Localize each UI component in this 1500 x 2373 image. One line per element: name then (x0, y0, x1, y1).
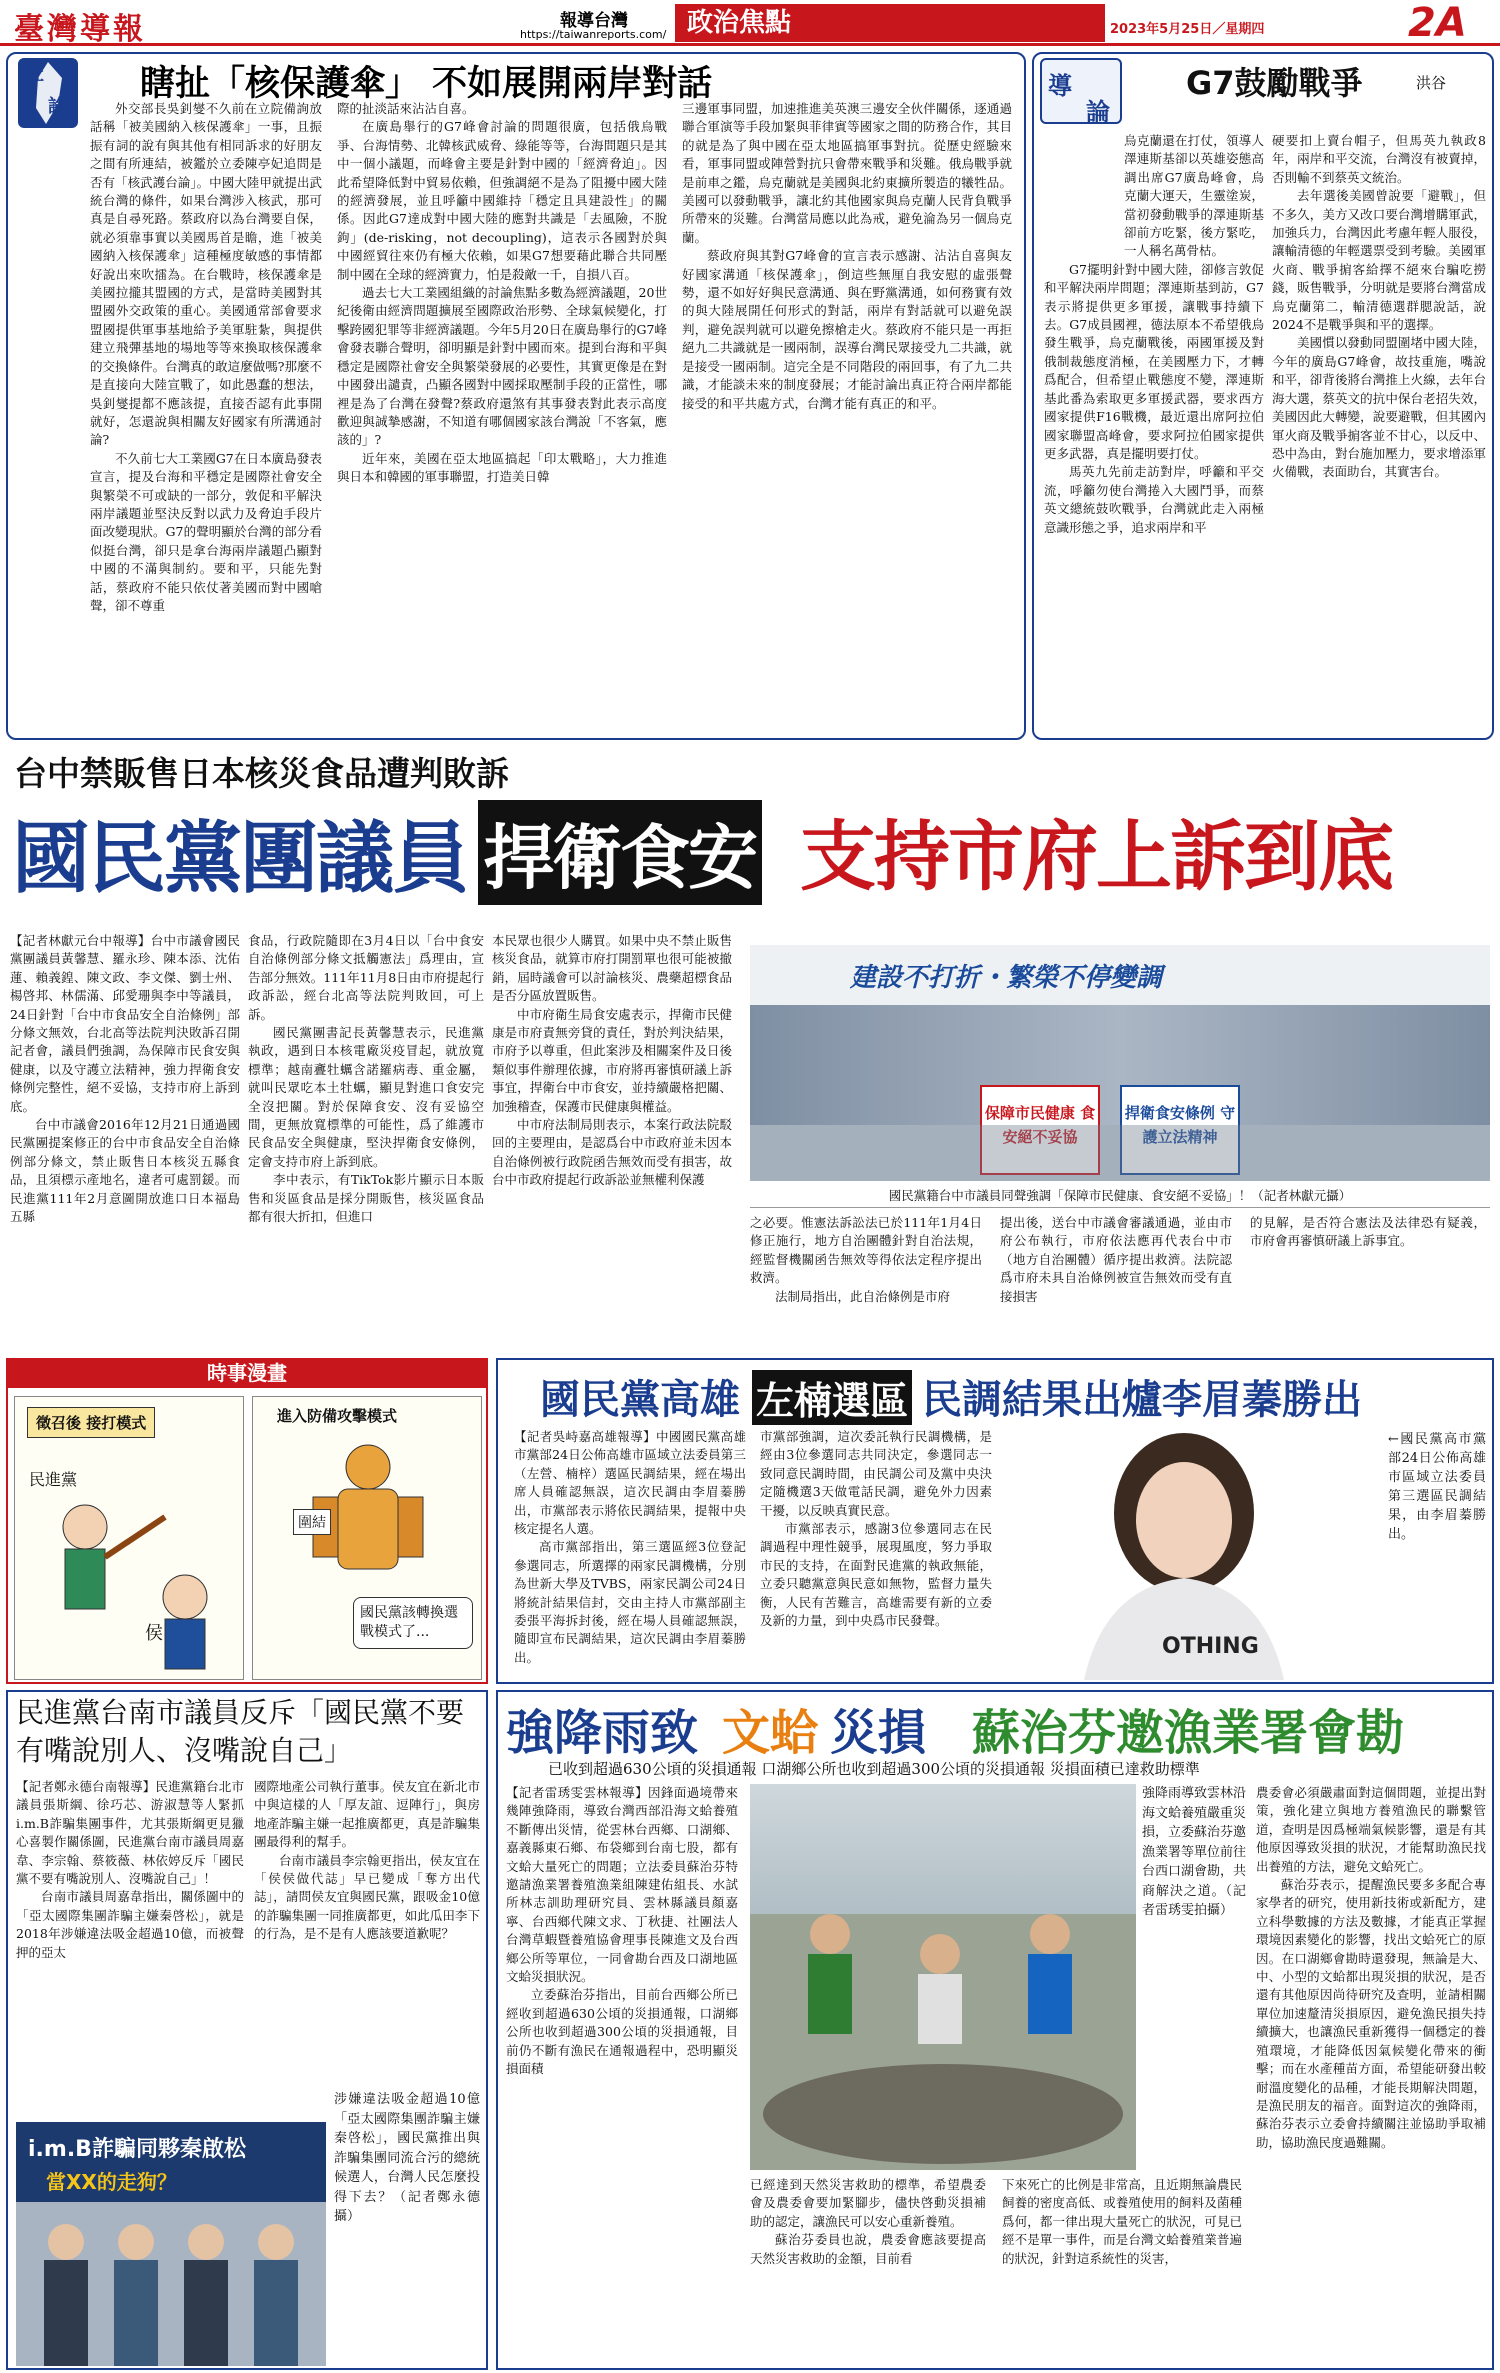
paragraph: 近年來，美國在亞太地區搞起「印太戰略」，大力推進與日本和韓國的軍事聯盟，打造美日韓 (337, 450, 667, 485)
paragraph: 中市府法制局則表示，本案行政法院駁回的主要理由，是認爲台中市政府並未因本自治條例被行政院函告無效而受有損害，故台中市政府提起行政訴訟並無權利保護 (492, 1117, 732, 1188)
guide-badge-1: 導 (1048, 72, 1072, 100)
cartoon-title: 時事漫畫 (6, 1358, 488, 1388)
paragraph: 提出後，送台中市議會審議通過，並由市府公布執行，市府依法應再代表台中市（地方自治團體）循序提出救濟。法院認爲市府未具自治條例被宣告無效而受有直接損害 (1000, 1215, 1232, 1304)
paragraph: 食品，行政院隨即在3月4日以「台中食安自治條例部分條文抵觸憲法」爲理由，宣告部分無效。111年11月8日由市府提起行政訴訟，經台北高等法院判敗回，可上訴。 (248, 933, 484, 1022)
paragraph: 際的扯淡話來沾沾自喜。 (337, 101, 475, 116)
guide-badge (1040, 58, 1122, 124)
story4-column-4 (1256, 1784, 1486, 2366)
protest-sign-1: 保障市民健康 食安絕不妥協 (980, 1085, 1100, 1175)
story3-column-2 (254, 1778, 480, 2078)
editorial-column-1 (90, 100, 322, 734)
editorial-column-3 (682, 100, 1012, 734)
story2-title-b: 左楠選區 (752, 1370, 912, 1425)
paragraph: 台中市議會2016年12月21日通過國民黨團提案修正的台中市食品安全自治條例部分條文，禁止販售日本核災五縣食品，且須標示產地名，違者可處罰鍰。而民進黨111年2月意圖開放進口日本福島五縣 (10, 1117, 240, 1225)
press-conference-photo (750, 945, 1490, 1181)
cartoon-figures-icon (15, 1487, 245, 1677)
editorial-column-2 (337, 100, 667, 734)
site-url[interactable]: https://taiwanreports.com/ (520, 28, 667, 41)
editorial-title: 瞎扯「核保護傘」 不如展開兩岸對話 (140, 64, 713, 104)
story2-column-2 (760, 1428, 992, 1678)
paragraph: 台南市議員李宗翰更指出，侯友宜在「侯侯做代誌」早已變成「奪方出代誌」，請問侯友宜與國民黨，跟吸金10億的詐騙集團一同推廣都更，如此瓜田李下的行為，是不是有人應該要道歉呢？ (254, 1852, 480, 1942)
clam-photo-caption: 強降雨導致雲林沿海文蛤養殖嚴重災損，立委蘇治芬邀漁業署等單位前往台西口湖會勘，共商解決之道。（記者雷琇雯拍攝） (1142, 1786, 1246, 1918)
paragraph: 市黨部強調，這次委託執行民調機構，是經由3位參選同志共同決定，參選同志一致同意民調時間，由民調公司及黨中央決定隨機選3天做電話民調，避免外力因素干擾，以反映真實民意。 (760, 1429, 992, 1518)
issue-date: 2023年5月25日／星期四 (1110, 22, 1265, 37)
paragraph: 之必要。惟憲法訴訟法已於111年1月4日修正施行，地方自治團體針對自治法規，經監督機關函告無效等得依法定程序提出救濟。 (750, 1215, 982, 1286)
paragraph: 市黨部表示，感謝3位參選同志在民調過程中理性競爭，展現風度，努力爭取市民的支持，在面對民進黨的執政無能，立委只聽黨意與民意如無物，監督力量失衡，人民有苦難言，高雄需要有新的立委及新的力量，到中央爲市民發聲。 (760, 1521, 992, 1629)
paragraph: 【記者林獻元台中報導】台中市議會國民黨團議員黃馨慧、羅永珍、陳本添、沈佑蓮、賴義鍠、陳文政、李文傑、劉士州、楊啓邦、林儒滿、邱愛珊與李中等議員，24日針對「台中市食品安全自治條例」部分條文無效，台北高等法院判決敗訴召開記者會，議員們強調，為保障市民食安與健康，以及守護立法精神，強力捍衛食安條例完整性，絕不妥協，支持市府上訴到底。 (10, 933, 240, 1114)
story3-column-1 (16, 1778, 244, 2118)
banner-kicker: 台中禁販售日本核災食品遭判敗訴 (14, 754, 509, 793)
paragraph: 立委蘇治芬指出，目前台西鄉公所已經收到超過630公頃的災損通報，口湖鄉公所也收到超過300公頃的災損通報，目前仍不斷有漁民在通報過程中，恐明顯災損面積 (506, 1987, 738, 2077)
paragraph: 的見解，是否符合憲法及法律恐有疑義，市府會再審慎研議上訴事宜。 (1250, 1215, 1486, 1249)
photo-banner: 建設不打折・繁榮不停變調 (850, 963, 1163, 993)
guide-author: 洪谷 (1416, 74, 1447, 92)
story1-column-4 (750, 1214, 982, 1352)
paragraph: 農委會必須嚴肅面對這個問題，並提出對策，強化建立與地方養殖漁民的聯繫管道，查明是因爲極端氣候影響，還是有其他原因導致災損的狀況，才能幫助漁民找出養殖的方法，避免文蛤死亡。 (1256, 1785, 1486, 1874)
paragraph: 不久前七大工業國G7在日本廣島發表宣言，提及台海和平穩定是國際社會安全與繁榮不可或缺的一部分，敦促和平解決兩岸議題並堅決反對以武力及脅迫手段片面改變現狀。G7的聲明顯於台灣的部分看似挺台灣，卻只是拿台海兩岸議題凸顯對中國的不滿與制約。要和平，只能先對話，蔡政府不能只依仗著美國而對中國嗆聲，卻不尊重 (90, 450, 322, 613)
story1-column-3 (492, 932, 732, 1352)
cartoon-panel-1-caption: 徵召後 接打模式 (27, 1407, 155, 1438)
councillor-photo-caption: 涉嫌違法吸金超過10億「亞太國際集團詐騙主嫌 秦啓松」，國民黨推出與詐騙集團同流合污的總統候選人，台灣人民怎麼投得下去？（記者鄭永德攝） (334, 2092, 480, 2224)
paragraph: 國民黨團書記長黃馨慧表示，民進黨執政，遇到日本核電廠災疫冒起，就放寬標準；越南斖牡蠣含諾羅病毒、重金屬，就叫民眾吃本土牡蠣，顯見對進口食安完全沒把關。對於保障食安、沒有妥協空間，更無放寬標準的可能性，爲了維護市民食品安全與健康，堅決捍衛食安條例，定會支持市府上訴到底。 (248, 1025, 484, 1169)
story1-column-2 (248, 932, 484, 1352)
story4-title-b: 文蛤 (722, 1705, 819, 1761)
story4-title-d: 蘇治芬邀漁業署會勘 (972, 1705, 1405, 1761)
story4-title-a: 強降雨致 (506, 1705, 699, 1761)
cartoon-label-hou: 侯 (145, 1623, 163, 1644)
paragraph: 蔡政府與其對G7峰會的宣言表示感謝、沾沾自喜與友好國家溝通「核保護傘」，倒這些無厘自我安慰的虛張聲勢，還不如好好與民意溝通、與在野黨溝通，如何務實有效的與大陸展開任何形式的對話，兩岸有對話就可以避免誤判，避免誤判就可以避免擦槍走火。蔡政府不能只是一再拒絕九二共識就是一國兩制，誤導台灣民眾接受九二共識，就是接受一國兩制。這完全是不同階段的兩回事，有了九二共識，才能談未來的制度發展；才能討論出真正符合兩岸都能接受的和平共處方式，台灣才能有真正的和平。 (682, 248, 1012, 411)
clam-inspection-photo (750, 1784, 1136, 2170)
protest-sign-2: 捍衛食安條例 守護立法精神 (1120, 1085, 1240, 1175)
paragraph: 馬英九先前走訪對岸，呼籲和平交流，呼籲勿使台灣捲入大國鬥爭，而蔡英文總統鼓吹戰爭，台灣就此走入兩極意識形態之爭，追求兩岸和平 (1044, 464, 1264, 535)
paragraph: 過去七大工業國組織的討論焦點多數為經濟議題，20世紀後衛由經濟問題擴展至國際政治形勢、全球氣候變化，打擊跨國犯罪等非經濟議題。今年5月20日在廣島舉行的G7峰會發表聯合聲明，卻明顯是針對中國而來。提到台海和平與穩定是國際社會安全與繁榮發展的必要性，其實更像是在對中國發出譴責，凸顯各國對中國採取壓制手段的正當性，哪裡是為了台灣在發聲?蔡政府還煞有其事發表對此表示高度歡迎與誠摯感謝，不知道有哪個國家該台灣說「不客氣，應該的」? (337, 285, 667, 448)
banner-title-a: 國民黨團議員 (12, 814, 469, 904)
banner-title-b: 捍衛食安 (478, 800, 762, 905)
story1-column-1 (10, 932, 240, 1352)
cartoon-speech-bubble: 國民黨該轉換選戰模式了... (353, 1597, 473, 1649)
paragraph: 已經達到天然災害救助的標準，希望農委會及農委會要加緊腳步，儘快啓動災損補助的認定，讓漁民可以安心重新養殖。 (750, 2177, 986, 2229)
paragraph: 中市府衛生局食安處表示，捍衛市民健康是市府責無旁貸的責任，對於判決結果，市府予以尊重，但此案涉及相關案件及日後類似事件辦理依據，市府將再審慎研議上訴事宜，捍衛台中市食安，並持續嚴格把關、加強稽查，保護市民健康與權益。 (492, 1006, 732, 1114)
masthead-logo: 臺灣導報 (14, 12, 146, 47)
paragraph: 法制局指出，此自治條例是市府 (775, 1288, 951, 1304)
report-label: 報導台灣 (560, 11, 628, 31)
councillor-press-photo (16, 2122, 326, 2366)
cartoon-panel-1 (14, 1396, 244, 1680)
paragraph: 高市黨部指出，第三選區經3位登記參選同志，所選擇的兩家民調機構，分別為世新大學及TVBS，兩家民調公司24日將統計結果信封，交由主持人市黨部副主委張平海拆封後，經在場人員確認無誤，隨即宣布民調結果，這次民調由李眉蓁勝出。 (514, 1539, 746, 1665)
story2-title-a: 國民黨高雄 (540, 1377, 740, 1423)
paragraph: 李中表示，有TikTok影片顯示日本販售和災區食品是採分開販售，核災區食品都有很大折扣，但進口 (248, 1172, 484, 1225)
fishermen-icon (750, 1874, 1136, 2170)
paragraph: 美國慣以發動同盟圍堵中國大陸，今年的廣島G7峰會，故技重施，嘴說和平，卻背後將台灣推上火線，去年台海大選，蔡英文的抗中保台老招失效，美國因此大轉變，說要避戰，但其國內軍火商及戰爭掮客並不甘心，以反中、恐中為由，對台施加壓力，要求增添軍火備戰，表面助台，其實害台。 (1272, 335, 1486, 480)
banner-title-c: 支持市府上訴到底 (800, 812, 1392, 901)
section-title: 政治焦點 (675, 4, 1105, 42)
paragraph: 烏克蘭還在打仗，領導人澤連斯基卻以英雄姿態高調出席G7廣島峰會，烏克蘭大運天，生靈塗炭，當初發動戰爭的澤連斯基卻前方吃緊，後方緊吃，一人稱名萬骨枯。 (1124, 133, 1264, 259)
cartoon-sign: 圍結 (293, 1509, 331, 1535)
paragraph: 去年選後美國曾說要「避戰」，但不多久，美方又改口要台灣增購軍武，加強兵力，台灣因此考慮年輕人服役，讓輸清德的年輕選票受到考驗。美國軍火商、戰爭掮客給擇不絕來台騙吃撈錢，販售戰爭，分明就是要將台灣當成烏克蘭第二，輸清德選群腮說話，說2024不是戰爭與和平的選擇。 (1272, 188, 1486, 333)
story4-column-3 (1002, 2176, 1242, 2366)
story4-column-1 (506, 1784, 738, 2178)
guide-column-2 (1272, 132, 1486, 734)
cartoon-panel-2-caption: 進入防備攻擊模式 (277, 1407, 398, 1425)
story4-column-2 (750, 2176, 986, 2366)
page-number: 2A (1408, 0, 1467, 46)
paragraph: 在廣島舉行的G7峰會討論的問題很廣，包括俄烏戰爭、台海情勢、北韓核武威脅、綠能等等，台海問題只是其中一個小議題，而峰會主要是針對中國的「經濟脅迫」。因此希望降低對中貿易依賴，但強調絕不是為了阻擾中國大陸的經濟發展，並且呼籲中國維持「穩定且具建設性」的關係。因此G7達成對中國大陸的應對共識是「去風險，不脫鉤」(de-risking，not decoupling)，這表示各國對於與中國經貿往來仍有極大依賴，如果G7想要藉此聯合共同壓制中國在全球的經濟實力，怕是殺敵一千，自損八百。 (337, 119, 667, 282)
paragraph: 蘇治芬委員也說，農委會應該要提高天然災害救助的金額，目前看 (750, 2232, 986, 2266)
story1-column-5 (1000, 1214, 1232, 1352)
paragraph: 本民眾也很少人購買。如果中央不禁止販售核災食品，就算市府打開罰單也很可能被撤銷，屆時議會可以討論核災、農藥超標食品是否分區放置販售。 (492, 933, 732, 1004)
page-header (0, 0, 1500, 46)
paragraph: 【記者鄭永德台南報導】民進黨籍台北市議員張斯綱、徐巧芯、游淑慧等人緊抓i.m.B詐騙集團事件，尤其張斯綱更見獵心喜製作關係圖，民進黨台南市議員周嘉韋、李宗翰、蔡筱薇、林依婷反斥「國民黨不要有嘴說別人、沒嘴說自己」！ (16, 1779, 244, 1887)
paragraph: 【記者吳峙嘉高雄報導】中國國民黨高雄市黨部24日公佈高雄市區域立法委員第三（左營、楠梓）選區民調結果，經在場出席人員確認無誤，這次民調由李眉蓁勝出，市黨部表示將依民調結果，提報中央核定提名人選。 (514, 1429, 746, 1537)
candidate-portrait (1004, 1428, 1380, 1680)
guide-badge-2: 論 (1086, 98, 1110, 126)
story4-subtitle: 已收到超過630公頃的災損通報 口湖鄉公所也收到超過300公頃的災損通報 災損面積已達救助標準 (548, 1760, 1200, 1778)
paragraph: 下來死亡的比例是非常高，且近期無論農民飼養的密度高低、或養殖使用的飼料及菌種爲何，都一律出現大量死亡的狀況，可見已經不是單一事件，而是台灣文蛤養殖業普遍的狀況，針對這系統性的災害， (1002, 2177, 1242, 2266)
photo-banner-sub: 當XX的走狗？ (46, 2170, 177, 2194)
paragraph: 外交部長吳釗燮不久前在立院備詢放話稱「被美國納入核保護傘」一事，且振振有詞的說有與其他有相同訴求的好朋友之間有所連結，被鑑於立委陳亭妃追問是否有「核武護台論」。中國大陸甲就提出武統台灣的條件，如果台灣涉入核武，那可真是自尋死路。蔡政府以為台灣要自保，就必須靠事實以美國馬首是瞻，進「被美國納入核保護傘」這種極度敏感的事情都好說出來吹擂為。在台戰時，核保護傘是美國拉攏其盟國的方式，是當時美國對其盟國外交政策的重心。美國通常部會要求盟國提供軍事基地給予美軍駐紮，與提供建立飛彈基地的場地等等來換取核保護傘的交換條件。台灣真的敢這麼做嗎?那麼不是直接向大陸宣戰了，如此愚蠢的想法，吳釗燮提都不應該提，直接否認有此事開就好，怎還說與相關友好國家有所溝通討論? (90, 101, 322, 448)
paragraph: 【記者雷琇雯雲林報導】因鋒面過境帶來幾陣強降雨，導致台灣西部沿海文蛤養殖不斷傳出災情，從雲林台西鄉、口湖鄉、嘉義縣東石鄉、布袋鄉到台南七股，都有文蛤大量死亡的問題；立法委員蘇治芬特邀請漁業署養殖漁業組陳建佑組長、水試所林志訓助理研究員、雲林縣議員顏嘉寧、台西鄉代陳文求、丁秋捷、社團法人台灣草蝦暨養殖協會理事長陳進文及台西鄉公所等單位，一同會勘台西及口湖地區文蛤災損狀況。 (506, 1785, 738, 1985)
paragraph: 蘇治芬表示，提醒漁民要多多配合專家學者的研究，使用新技術或新配方，建立科學數據的方法及數據，才能真正掌握環境因素變化的影響，找出文蛤死亡的原因。在口湖鄉會勘時還發現，無論是大、中、小型的文蛤都出現災損的狀況，是否還有其他原因尚待研究及查明，並請相關單位加速釐清災損原因，避免漁民損失持續擴大，也讓漁民重新獲得一個穩定的養殖環境，才能降低因氣候變化帶來的衝擊；而在水產種苗方面，希望能研發出較耐溫度變化的品種，才能長期解決問題，是漁民朋友的福音。面對這次的強降雨，蘇治芬表示立委會持續關注並協助爭取補助，協助漁民度過難關。 (1256, 1877, 1486, 2150)
press-photo-caption: 國民黨籍台中市議員同聲強調「保障市民健康、食安絕不妥協」！（記者林獻元攝） (750, 1184, 1490, 1208)
cartoon-label-dpp: 民進黨 (29, 1470, 78, 1489)
shirt-print: OTHING (1162, 1634, 1259, 1659)
editorial-badge-1: 社 (26, 64, 44, 85)
story2-title-c: 民調結果出爐李眉蓁勝出 (922, 1377, 1362, 1423)
paragraph: 國際地產公司執行董事。侯友宜在新北市中與這樣的人「厚友誼、逗陣行」，與房地產詐騙主嫌一起推廣都更，真是詐騙集團最得利的幫手。 (254, 1779, 480, 1850)
paragraph: 硬要扣上賣台帽子，但馬英九執政8年，兩岸和平交流，台灣沒有被賣掉，否則輸不到蔡英文統治。 (1272, 133, 1486, 185)
story4-title-c: 災損 (830, 1705, 927, 1761)
story1-column-6 (1250, 1214, 1486, 1352)
candidate-caption: ←國民黨高市黨部24日公佈高雄市區域立法委員第三選區民調結果，由李眉蓁勝出。 (1388, 1432, 1486, 1542)
paragraph: 台南市議員周嘉韋指出，關係圖中的「亞太國際集團詐騙主嫌秦啓松」，就是2018年涉嫌違法吸金超過10億，而被聲押的亞太 (16, 1889, 244, 1960)
people-icon (16, 2202, 326, 2366)
guide-column-1 (1044, 132, 1264, 734)
story2-column-1 (514, 1428, 746, 1678)
story3-title: 民進黨台南市議員反斥「國民黨不要有嘴說別人、沒嘴說自己」 (16, 1696, 465, 1767)
photo-banner: i.m.B詐騙同夥秦啟松 (28, 2137, 246, 2162)
guide-title: G7鼓勵戰爭 (1186, 64, 1363, 102)
editorial-badge-2: 論 (48, 96, 66, 117)
paragraph: G7擺明針對中國大陸，卻修言敦促和平解決兩岸問題；澤連斯基到訪，G7表示將提供更多軍援，讓戰事持續下去。G7成員國裡，德法原本不希望俄烏發生戰爭，烏克蘭戰後，兩國軍援及對俄制裁態度消極，在美國壓力下，才轉爲配合，但希望止戰態度不變，澤連斯基此番為索取更多軍援武器，要求西方國家提供F16戰機，最近還出席阿拉伯國家聯盟高峰會，要求阿拉伯國家提供更多武器，真是擺明要打仗。 (1044, 261, 1264, 461)
cartoon-panel-2 (252, 1396, 482, 1680)
paragraph: 三邊軍事同盟，加速推進美英澳三邊安全伙伴關係，逐通過聯合軍演等手段加緊與菲律賓等國家之間的防務合作，其目的就是為了與中國在亞太地區搞軍事對抗。從歷史經驗來看，軍事同盟或陣營對抗只會帶來戰爭和災難。俄烏戰爭就是前車之鑑，烏克蘭就是美國與北約東擴所製造的犧牲品。美國可以發動戰爭，讓北約其他國家與烏克蘭人民背負戰爭所帶來的災難。台灣當局應以此為戒，避免淪為另一個烏克蘭。 (682, 101, 1012, 245)
